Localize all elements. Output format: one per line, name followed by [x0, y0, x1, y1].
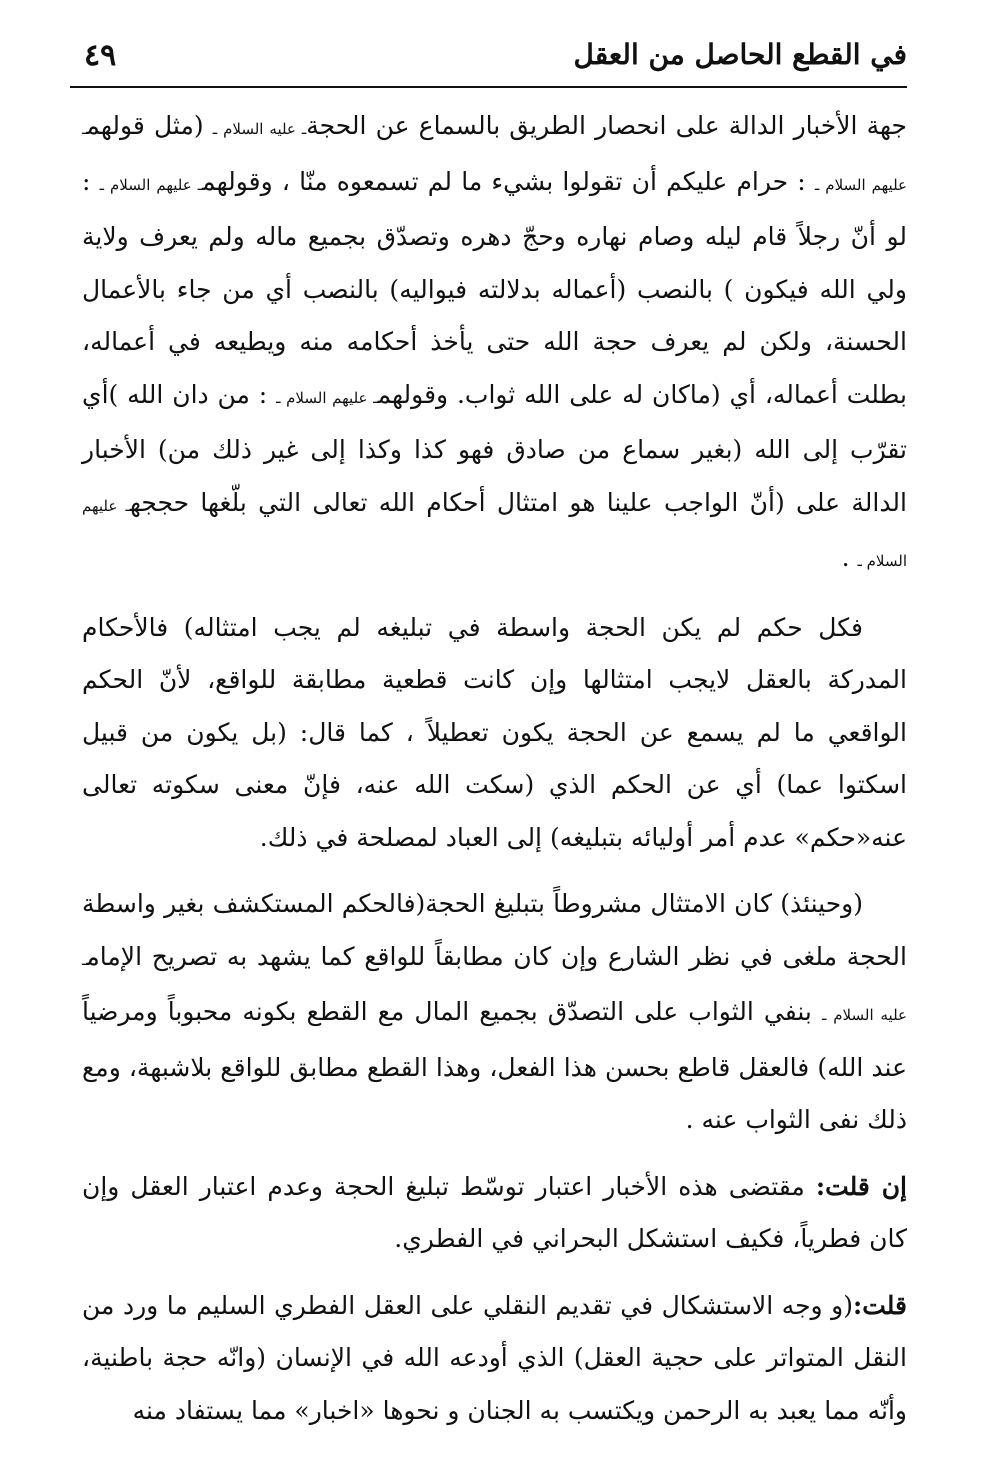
paragraph-1-text-d: : لو أنّ رجلاً قام ليله وصام نهاره وحجّ دهره وتصدّق بجميع ماله ولم يعرف ولاية ولي الله فيكون ) بالنصب (أعماله بدلالته فيواليه) بالنصب أي من جاء بالأعمال الحسنة، ولكن لم يعرف حجة الله حتى يأخذ أحكامه منه ويطيعه في أعماله، بطلت أعماله، أي (ماكان له على الله ثواب. وقولهم: [82, 166, 907, 409]
paragraph-3-text-a: (وحينئذ) كان الامتثال مشروطاً بتبليغ الحجة(فالحكم المستكشف بغير واسطة الحجة ملغى في نظر الشارع وإن كان مطابقاً للواقع كما يشهد به تصريح الإمام: [82, 889, 907, 971]
running-header: [70, 34, 907, 88]
page-number: ٤٩: [84, 38, 117, 73]
paragraph-1-text-b: (مثل قولهم: [86, 111, 213, 140]
paragraph-1-text-e: : من دان الله )أي تقرّب إلى الله (بغير سماع من صادق فهو كذا وكذا إلى غير ذلك من) الأخبار الدالة على (أنّ الواجب علينا هو امتثال أحكام الله تعالى التي بلّغها حججه: [82, 379, 907, 517]
honorific-alayhim-salam: ـ عليهم السلام ـ: [99, 175, 203, 194]
paragraph-5: [82, 1280, 907, 1438]
paragraph-1-text-a: جهة الأخبار الدالة على انحصار الطريق بالسماع عن الحجة: [306, 111, 907, 140]
paragraph-1-text-f: .: [841, 543, 858, 572]
body-text: [82, 100, 907, 1451]
honorific-alayhim-salam: ـ عليهم السلام ـ: [82, 496, 907, 570]
honorific-alayhim-salam: ـ عليهم السلام ـ: [276, 388, 378, 407]
honorific-alayhi-salam: ـ عليه السلام ـ: [212, 120, 307, 138]
header-title: في القطع الحاصل من العقل: [573, 38, 907, 71]
qultu-label: قلت:: [852, 1290, 907, 1320]
paragraph-2-text: فكل حكم لم يكن الحجة واسطة في تبليغه لم يجب امتثاله) فالأحكام المدركة بالعقل لايجب امتثالها وإن كانت قطعية مطابقة للواقع، لأنّ الحكم الواقعي ما لم يسمع عن الحجة يكون تعطيلاً ، كما قال: (بل يكون من قبيل اسكتوا عما) أي عن الحكم الذي (سكت الله عنه، فإنّ معنى سكوته تعالى عنه«حكم» عدم أمر أوليائه بتبليغه) إلى العباد لمصلحة في ذلك.: [82, 612, 907, 852]
paragraph-4: [82, 1161, 907, 1266]
paragraph-2: [82, 602, 907, 865]
paragraph-4-text: مقتضى هذه الأخبار اعتبار توسّط تبليغ الحجة وعدم اعتبار العقل وإن كان فطرياً، فكيف استشكل البحراني في الفطري.: [82, 1171, 907, 1253]
honorific-alayhi-salam: ـ عليه السلام ـ: [82, 950, 908, 1024]
paragraph-5-text: (و وجه الاستشكال في تقديم النقلي على العقل الفطري السليم ما ورد من النقل المتواتر على حجية العقل) الذي أودعه الله في الإنسان (وانّه حجة باطنية، وأنّه مما يعبد به الرحمن ويكتسب به الجنان و نحوها «اخبار» مما يستفاد منه: [82, 1290, 907, 1425]
paragraph-1: [82, 100, 907, 588]
honorific-alayhim-salam: ـ عليهم السلام ـ: [82, 120, 907, 194]
paragraph-3: [82, 878, 907, 1147]
in-qulta-label: إن قلت:: [815, 1171, 907, 1201]
paragraph-1-text-c: : حرام عليكم أن تقولوا بشيء ما لم تسمعوه منّا ، وقولهم: [202, 166, 815, 196]
paragraph-3-text-b: بنفي الثواب على التصدّق بجميع المال مع القطع بكونه محبوباً ومرضياً عند الله) فالعقل قاطع بحسن هذا الفعل، وهذا القطع مطابق للواقع بلاشبهة، ومع ذلك نفى الثواب عنه .: [82, 997, 907, 1134]
